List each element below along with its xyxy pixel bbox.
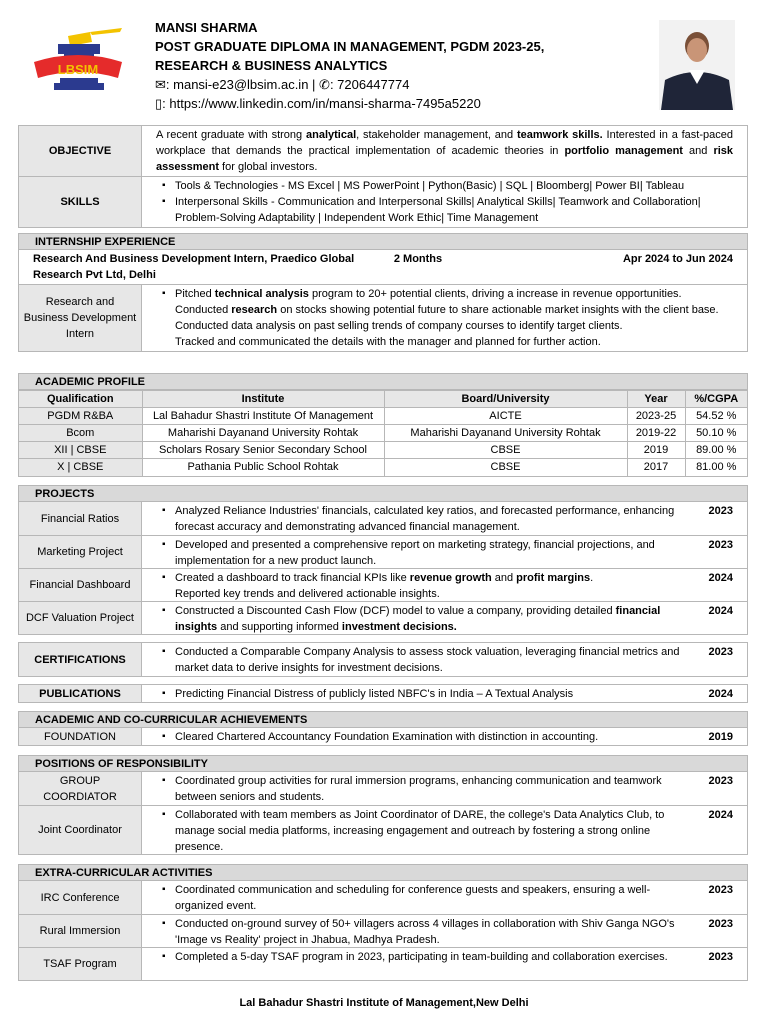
table-row: PGDM R&BA Lal Bahadur Shastri Institute Of Management AICTE 2023-25 54.52 % [19, 408, 747, 425]
certification-year: 2023 [708, 646, 733, 658]
achievement-label: FOUNDATION [19, 728, 142, 745]
internship-header [19, 250, 747, 285]
email-icon: ✉ [155, 77, 166, 92]
project-label: Financial Dashboard [19, 569, 142, 601]
skill-item: ▪ Tools & Technologies - MS Excel | MS PowerPoint | Python(Basic) | SQL | Bloomberg| Power BI| Tableau [156, 178, 733, 194]
internship-title: INTERNSHIP EXPERIENCE [19, 234, 747, 250]
email-link[interactable]: : mansi-e23@lbsim.ac.in | [165, 77, 320, 92]
phone-number: : 7206447774 [329, 77, 410, 92]
publication-year: 2024 [708, 688, 733, 700]
table-row: X | CBSE Pathania Public School Rohtak CBSE 2017 81.00 % [19, 459, 747, 476]
profile-photo [659, 20, 735, 110]
position-year: 2024 [708, 809, 733, 821]
activity-desc: ▪ Conducted on-ground survey of 50+ villagers across 4 villages in collaboration with Shiv Ganga NGO's 'Image vs Reality' project in Jhabua, Madhya Pradesh. [156, 916, 689, 948]
internship-duration: 2 Months [393, 253, 443, 265]
position-label: GROUP COORDIATOR [19, 772, 142, 805]
col-header: Year [627, 391, 685, 408]
position-year: 2023 [708, 775, 733, 787]
positions-section [18, 755, 748, 855]
internship-bullets [142, 285, 747, 351]
activity-year: 2023 [708, 951, 733, 963]
contact-line [155, 75, 635, 94]
academic-title: ACADEMIC PROFILE [19, 374, 747, 390]
skill-item: ▪ Interpersonal Skills - Communication and Interpersonal Skills| Analytical Skills| Teamwork and Collaboration| Problem-Solving Adaptability | Independent Work Ethic| Time Management [156, 194, 733, 226]
publication-desc: ▪ Predicting Financial Distress of publicly listed NBFC's in India – A Textual Analysis [156, 686, 689, 702]
list-item: Conducted research on stocks showing potential future to share actionable market insights with the client base. [175, 304, 719, 316]
projects-title: PROJECTS [19, 486, 747, 502]
achievements-section [18, 711, 748, 746]
internship-label: Research and Business Development Intern [19, 285, 142, 351]
activity-label: TSAF Program [19, 948, 142, 980]
projects-section [18, 485, 748, 635]
col-header: Institute [142, 391, 384, 408]
certification-desc: ▪ Conducted a Comparable Company Analysis to assess stock valuation, leveraging financial metrics and market data to derive insights for investment decisions. [156, 644, 689, 676]
internship-section [18, 233, 748, 352]
project-desc: ▪ Created a dashboard to track financial KPIs like revenue growth and profit margins. [156, 570, 689, 586]
internship-role: Research And Business Development Intern, Praedico Global Research Pvt Ltd, Delhi [33, 253, 355, 281]
candidate-name: MANSI SHARMA [155, 20, 258, 35]
activity-year: 2023 [708, 918, 733, 930]
program-title: POST GRADUATE DIPLOMA IN MANAGEMENT, PGDM 2023-25, [155, 39, 545, 54]
certifications-section [18, 642, 748, 677]
achievement-year: 2019 [708, 731, 733, 743]
list-item: Conducted data analysis on past selling trends of company courses to identify target clients. [175, 320, 623, 332]
objective-label: OBJECTIVE [19, 126, 142, 176]
achievements-title: ACADEMIC AND CO-CURRICULAR ACHIEVEMENTS [19, 712, 747, 728]
extracurricular-title: EXTRA-CURRICULAR ACTIVITIES [19, 865, 747, 881]
footer-institute: Lal Bahadur Shastri Institute of Management,New Delhi [239, 997, 529, 1009]
position-desc: ▪ Coordinated group activities for rural immersion programs, enhancing communication and teamwork between seniors and students. [156, 773, 689, 805]
linkedin-line [155, 94, 635, 113]
phone-icon: ✆ [319, 77, 330, 92]
project-label: Financial Ratios [19, 502, 142, 535]
resume-header [0, 0, 768, 120]
project-desc: ▪ Constructed a Discounted Cash Flow (DCF) model to value a company, providing detailed financial insights and supporting informed investment decisions. [156, 603, 689, 635]
project-year: 2024 [708, 572, 733, 584]
project-desc: ▪ Developed and presented a comprehensive report on marketing strategy, financial projections, and implementation for a new product launch. [156, 537, 689, 569]
academic-table [19, 390, 747, 476]
linkedin-link[interactable]: : https://www.linkedin.com/in/mansi-sharma-7495a5220 [162, 96, 481, 111]
linkedin-icon: ▯ [155, 96, 163, 111]
publications-section [18, 684, 748, 703]
activity-year: 2023 [708, 884, 733, 896]
achievement-desc: ▪ Cleared Chartered Accountancy Foundation Examination with distinction in accounting. [156, 729, 689, 745]
project-desc: ▪ Analyzed Reliance Industries' financials, calculated key ratios, and forecasted performance, enhancing forecast accuracy and demonstrating advanced financial management. [156, 503, 689, 535]
objective-skills-section [18, 125, 748, 228]
positions-title: POSITIONS OF RESPONSIBILITY [19, 756, 747, 772]
position-label: Joint Coordinator [19, 806, 142, 854]
table-row: XII | CBSE Scholars Rosary Senior Secondary School CBSE 2019 89.00 % [19, 442, 747, 459]
project-year: 2023 [708, 539, 733, 551]
lbsim-logo [30, 26, 126, 96]
skills-label: SKILLS [19, 177, 142, 227]
list-item: ▪ Pitched technical analysis program to 20+ potential clients, driving a increase in revenue opportunities. [156, 286, 733, 302]
certifications-label: CERTIFICATIONS [19, 643, 142, 676]
extracurricular-section [18, 864, 748, 981]
internship-period: Apr 2024 to Jun 2024 [622, 253, 733, 265]
col-header: Qualification [19, 391, 142, 408]
specialization: RESEARCH & BUSINESS ANALYTICS [155, 58, 388, 73]
project-label: DCF Valuation Project [19, 602, 142, 634]
project-year: 2023 [708, 505, 733, 517]
publications-label: PUBLICATIONS [19, 685, 142, 702]
logo-text: LBSIM [57, 62, 99, 77]
activity-label: Rural Immersion [19, 915, 142, 947]
project-label: Marketing Project [19, 536, 142, 568]
activity-label: IRC Conference [19, 881, 142, 914]
skills-list [142, 177, 747, 227]
activity-desc: ▪ Completed a 5-day TSAF program in 2023, participating in team-building and collaboration exercises. [156, 949, 689, 965]
position-desc: ▪ Collaborated with team members as Joint Coordinator of DARE, the college's Data Analytics Club, to manage social media platforms, increasing engagement and outreach by fostering a strong online presence. [156, 807, 689, 855]
objective-text: A recent graduate with strong analytical, stakeholder management, and teamwork skills. Interested in a fast-paced workplace that demands the practical implementation of academic theories in portfolio management and risk assessment for global investors. [156, 129, 734, 173]
col-header: %/CGPA [685, 391, 747, 408]
col-header: Board/University [384, 391, 627, 408]
academic-section [18, 373, 748, 477]
list-item: Tracked and communicated the details with the manager and planned for further action. [175, 336, 601, 348]
project-desc-2: Reported key trends and delivered actionable insights. [175, 588, 440, 600]
project-year: 2024 [708, 605, 733, 617]
table-row: Bcom Maharishi Dayanand University Rohtak Maharishi Dayanand University Rohtak 2019-22 50.10 % [19, 425, 747, 442]
activity-desc: ▪ Coordinated communication and scheduling for conference guests and speakers, ensuring a well-organized event. [156, 882, 689, 914]
